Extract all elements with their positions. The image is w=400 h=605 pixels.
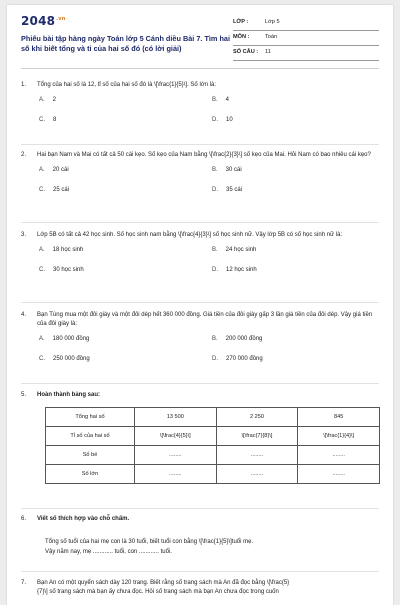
- fill-line[interactable]: Vậy năm nay, mẹ ............ tuổi, con ............ tuổi.: [45, 549, 172, 555]
- option-b[interactable]: B. 30 cái: [212, 167, 242, 173]
- option-d[interactable]: D. 10: [212, 117, 233, 123]
- question-text: Bạn An có một quyển sách dày 120 trang. Biết rằng số trang sách mà An đã đọc bằng \[\frac{5}: [37, 580, 290, 586]
- question-5: 5. Hoàn thành bảng sau:: [21, 391, 379, 400]
- question-text: Tổng của hai số là 12, tỉ số của hai số đó là \[\frac{1}{5}\]. Số lớn là:: [37, 82, 217, 88]
- question-text: {7}\] số trang sách mà bạn ấy chưa đọc. Hỏi số trang sách mà bạn An chưa đọc trong cuốn: [37, 589, 279, 595]
- question-4: 4. Bạn Tùng mua một đôi giày và một đôi dép hết 360 000 đồng. Giá tiền của đôi giày gấp 3 lần giá tiền của đôi dép. Vậy giá tiền của đôi giày là: A. 180 000 đồng B. 200 000 đồng C. 250 000 đồng D. 270 000 đồng: [21, 311, 379, 365]
- question-divider: [21, 222, 379, 223]
- question-2: 2. Hai bạn Nam và Mai có tất cả 50 cái kẹo. Số kẹo của Nam bằng \[\frac{2}{3}\] số kẹo của Mai. Hỏi Nam có bao nhiêu cái kẹo? A. 20 cái B. 30 cái C. 25 cái D. 35 cái: [21, 151, 379, 196]
- question-6-body: [45, 537, 373, 557]
- meta-question-count: SỐ CÂU : 11: [233, 46, 379, 61]
- option-c[interactable]: C. 250 000 đồng: [39, 356, 90, 362]
- question-divider: [21, 144, 379, 145]
- option-c[interactable]: C. 8: [39, 117, 57, 123]
- question-divider: [21, 508, 379, 509]
- option-a[interactable]: A. 180 000 đồng: [39, 336, 90, 342]
- table-row: Tỉ số của hai số \[\frac{4}{5}\] \[\frac{7}{8}\] \[\frac{1}{4}\]: [46, 427, 380, 446]
- option-b[interactable]: B. 200 000 đồng: [212, 336, 263, 342]
- meta-class: LỚP : Lớp 5: [233, 16, 379, 31]
- question-3: 3. Lớp 5B có tất cả 42 học sinh. Số học sinh nam bằng \[\frac{4}{3}\] số học sinh nữ. Vậy lớp 5B có số học sinh nữ là: A. 18 học sinh B. 24 học sinh C. 30 học sinh D. 12 học sinh: [21, 231, 379, 276]
- meta-subject: MÔN : Toán: [233, 31, 379, 46]
- question-divider: [21, 383, 379, 384]
- completion-table: [45, 407, 380, 484]
- option-d[interactable]: D. 270 000 đồng: [212, 356, 263, 362]
- question-6: 6. Viết số thích hợp vào chỗ chấm.: [21, 515, 379, 524]
- question-1: 1. Tổng của hai số là 12, tỉ số của hai số đó là \[\frac{1}{5}\]. Số lớn là: A. 2 B. 4 C. 8 D. 10: [21, 81, 379, 126]
- option-d[interactable]: D. 35 cái: [212, 187, 243, 193]
- question-title: Hoàn thành bảng sau:: [37, 392, 100, 398]
- question-divider: [21, 302, 379, 303]
- worksheet-page: [7, 5, 393, 605]
- table-row: Số lớn ........ ........ ........: [46, 465, 380, 484]
- option-b[interactable]: B. 4: [212, 97, 230, 103]
- question-text: Bạn Tùng mua một đôi giày và một đôi dép hết 360 000 đồng. Giá tiền của đôi giày gấp 3 lần giá tiền của đôi dép. Vậy giá tiền của đôi giày là:: [37, 312, 373, 327]
- option-a[interactable]: A. 2: [39, 97, 57, 103]
- option-a[interactable]: A. 20 cái: [39, 167, 69, 173]
- worksheet-title: Phiếu bài tập hàng ngày Toán lớp 5 Cánh diều Bài 7. Tìm hai số khi biết tổng và tỉ của hai số đó (có lời giải): [21, 34, 230, 53]
- option-c[interactable]: C. 25 cái: [39, 187, 70, 193]
- question-text: Lớp 5B có tất cả 42 học sinh. Số học sinh nam bằng \[\frac{4}{3}\] số học sinh nữ. Vậy lớp 5B có số học sinh nữ là:: [37, 232, 343, 238]
- question-text: Hai bạn Nam và Mai có tất cả 50 cái kẹo. Số kẹo của Nam bằng \[\frac{2}{3}\] số kẹo của Mai. Hỏi Nam có bao nhiêu cái kẹo?: [37, 152, 371, 158]
- site-logo[interactable]: $2048^{.vn}$: [21, 14, 66, 28]
- option-a[interactable]: A. 18 học sinh: [39, 247, 84, 253]
- option-d[interactable]: D. 12 học sinh: [212, 267, 257, 273]
- table-row: Tổng hai số 13 500 2 250 845: [46, 408, 380, 427]
- question-7: 7. Bạn An có một quyển sách dày 120 trang. Biết rằng số trang sách mà An đã đọc bằng \[\frac{5} {7}\] số trang sách mà bạn ấy chưa đọc. Hỏi số trang sách mà bạn An chưa đọc trong cuốn: [21, 579, 379, 597]
- table-row: Số bé ........ ........ ........: [46, 446, 380, 465]
- question-title: Viết số thích hợp vào chỗ chấm.: [37, 516, 130, 522]
- question-divider: [21, 571, 379, 572]
- option-b[interactable]: B. 24 học sinh: [212, 247, 257, 253]
- option-c[interactable]: C. 30 học sinh: [39, 267, 84, 273]
- header-divider: [21, 68, 379, 69]
- worksheet-meta: [233, 16, 379, 61]
- fill-line: Tổng số tuổi của hai mẹ con là 30 tuổi, biết tuổi con bằng \[\frac{1}{5}\]tuổi mẹ.: [45, 539, 254, 545]
